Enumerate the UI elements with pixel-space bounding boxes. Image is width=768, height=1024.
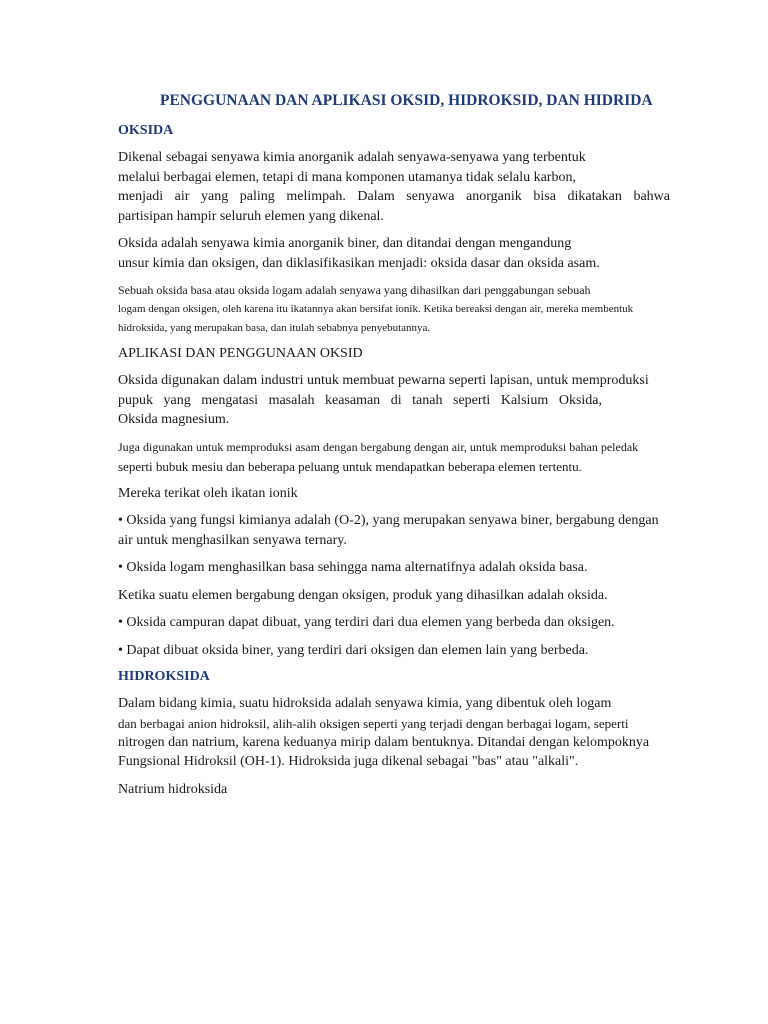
document-title: PENGGUNAAN DAN APLIKASI OKSID, HIDROKSID, DAN HIDRIDA bbox=[160, 92, 653, 109]
bullet-item: • Oksida campuran dapat dibuat, yang terdiri dari dua elemen yang berbeda dan oksigen. bbox=[118, 615, 615, 630]
text-line: seperti bubuk mesiu dan beberapa peluang untuk mendapatkan beberapa elemen tertentu. bbox=[118, 458, 582, 474]
paragraph-elemen-oksigen: Ketika suatu elemen bergabung dengan oksigen, produk yang dihasilkan adalah oksida. bbox=[118, 587, 608, 603]
paragraph-oksida-basa bbox=[118, 281, 732, 338]
paragraph-oksida-definition bbox=[118, 234, 732, 273]
text-line: menjadi air yang paling melimpah. Dalam senyawa anorganik bisa dikatakan bahwa bbox=[118, 189, 670, 204]
bullet-item: • Oksida logam menghasilkan basa sehingga nama alternatifnya adalah oksida basa. bbox=[118, 560, 588, 575]
section-heading-hidroksida: HIDROKSIDA bbox=[118, 669, 210, 684]
text-line: Sebuah oksida basa atau oksida logam adalah senyawa yang dihasilkan dari penggabungan sebuah bbox=[118, 283, 591, 297]
text-line: Juga digunakan untuk memproduksi asam dengan bergabung dengan air, untuk memproduksi bahan peledak bbox=[118, 439, 639, 454]
paragraph-aplikasi-industri bbox=[118, 371, 732, 430]
text-line: Oksida magnesium. bbox=[118, 412, 230, 427]
text-line: • Oksida yang fungsi kimianya adalah (O-2), yang merupakan senyawa biner, bergabung dengan bbox=[118, 513, 659, 528]
text-line: hidroksida, yang merupakan basa, dan itulah sebabnya penyebutannya. bbox=[118, 322, 431, 334]
paragraph-oksida-intro bbox=[118, 148, 732, 226]
bullet-item bbox=[118, 511, 732, 550]
section-heading-oksida: OKSIDA bbox=[118, 123, 174, 138]
section-heading-aplikasi: APLIKASI DAN PENGGUNAAN OKSID bbox=[118, 346, 363, 361]
document-page bbox=[118, 92, 732, 807]
text-line: nitrogen dan natrium, karena keduanya mirip dalam bentuknya. Ditandai dengan kelompoknya bbox=[118, 734, 650, 750]
text-line: unsur kimia dan oksigen, dan diklasifikasikan menjadi: oksida dasar dan oksida asam. bbox=[118, 255, 600, 271]
text-line: logam dengan oksigen, oleh karena itu ikatannya akan bersifat ionik. Ketika bereaksi dengan air, mereka membentuk bbox=[118, 303, 634, 315]
text-line: air untuk menghasilkan senyawa ternary. bbox=[118, 532, 347, 548]
paragraph-hidroksida-definition bbox=[118, 694, 732, 772]
text-line: melalui berbagai elemen, tetapi di mana komponen utamanya tidak selalu karbon, bbox=[118, 169, 576, 185]
text-line: Dalam bidang kimia, suatu hidroksida adalah senyawa kimia, yang dibentuk oleh logam bbox=[118, 696, 612, 711]
text-line: Dikenal sebagai senyawa kimia anorganik adalah senyawa-senyawa yang terbentuk bbox=[118, 150, 586, 165]
paragraph-natrium-hidroksida: Natrium hidroksida bbox=[118, 781, 228, 797]
text-line: Oksida digunakan dalam industri untuk membuat pewarna seperti lapisan, untuk memproduksi bbox=[118, 373, 649, 388]
paragraph-aplikasi-asam bbox=[118, 438, 732, 476]
text-line: pupuk yang mengatasi masalah keasaman di tanah seperti Kalsium Oksida, bbox=[118, 392, 602, 408]
paragraph-ikatan-ionik: Mereka terikat oleh ikatan ionik bbox=[118, 485, 298, 501]
text-line: Fungsional Hidroksil (OH-1). Hidroksida juga dikenal sebagai "bas" atau "alkali". bbox=[118, 754, 579, 769]
text-line: dan berbagai anion hidroksil, alih-alih oksigen seperti yang terjadi dengan berbagai logam, seperti bbox=[118, 715, 629, 731]
text-line: partisipan hampir seluruh elemen yang dikenal. bbox=[118, 208, 384, 224]
bullet-item: • Dapat dibuat oksida biner, yang terdiri dari oksigen dan elemen lain yang berbeda. bbox=[118, 642, 589, 658]
text-line: Oksida adalah senyawa kimia anorganik biner, dan ditandai dengan mengandung bbox=[118, 236, 572, 251]
